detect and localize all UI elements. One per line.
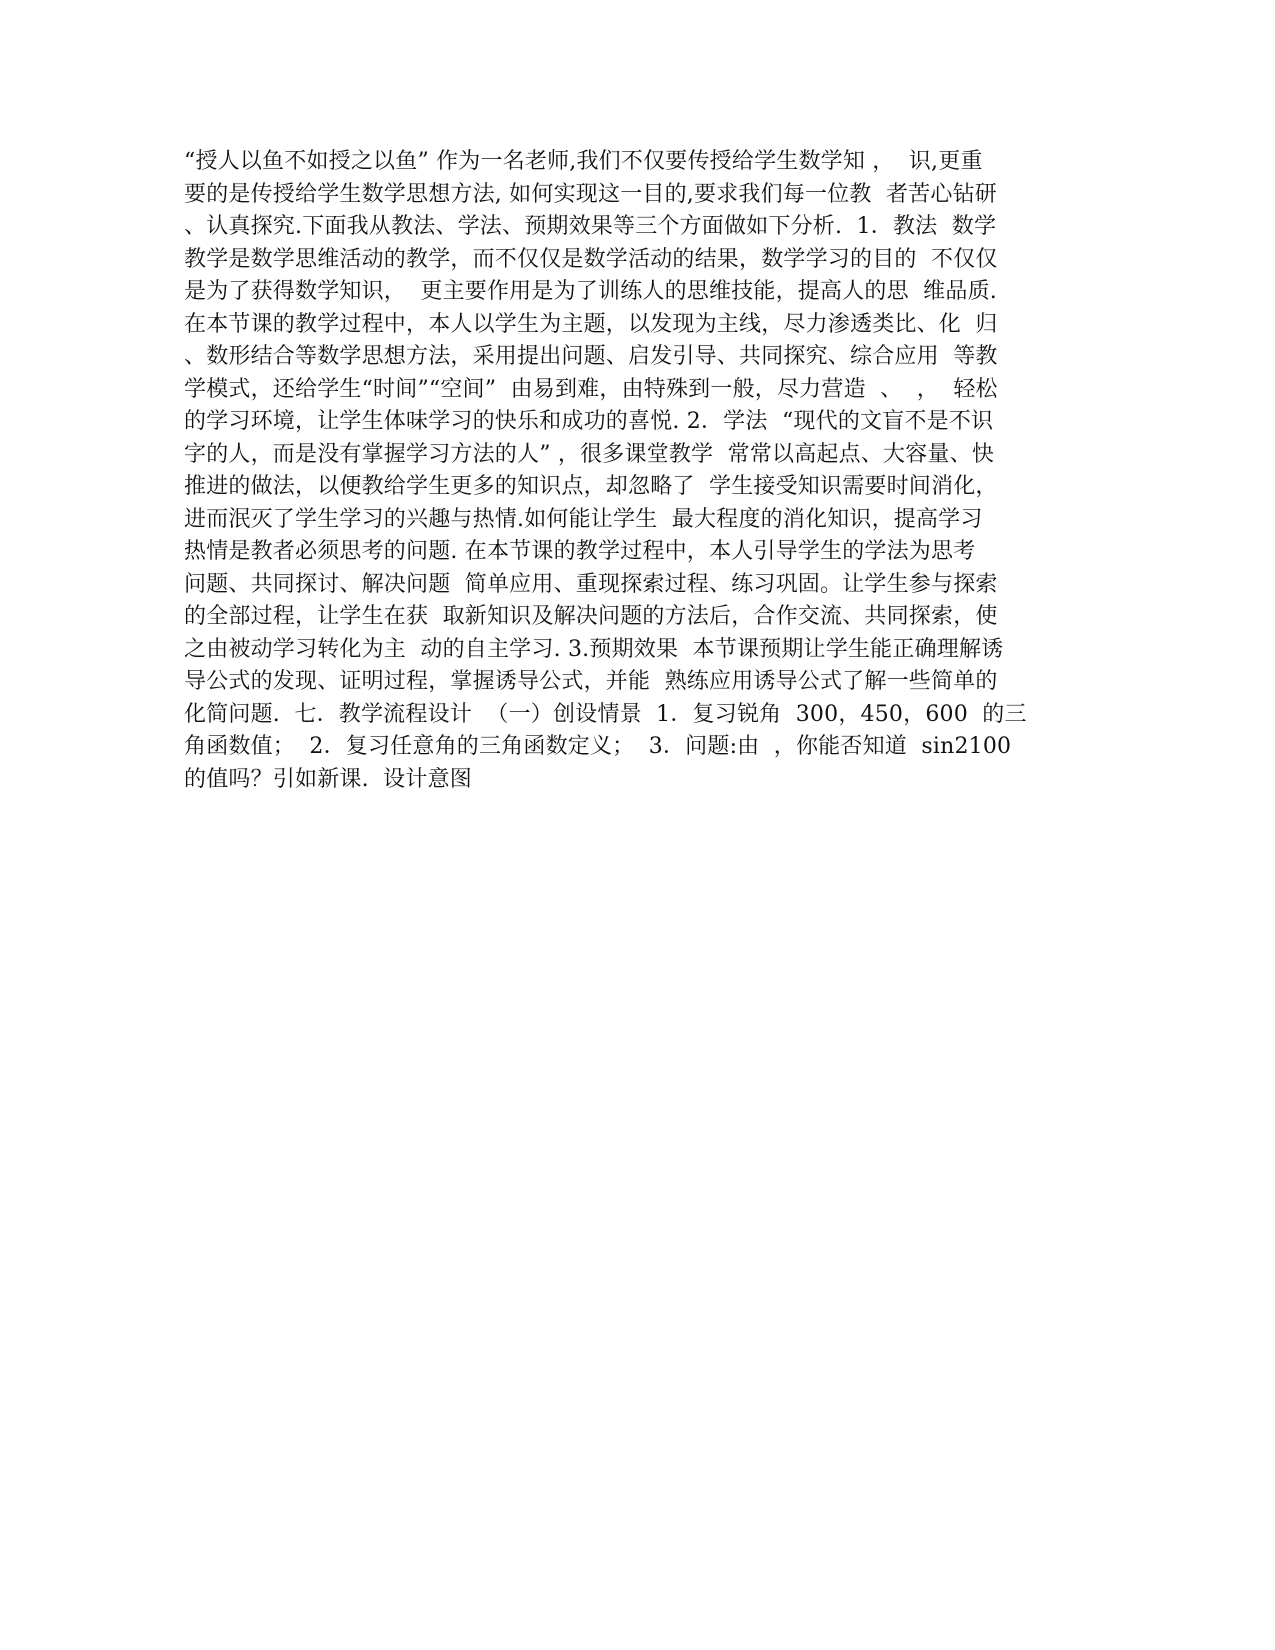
text-line-9: 的学习环境，让学生体味学习的快乐和成功的喜悦. 2．学法 “现代的文盲不是不识 [184,409,994,434]
text-line-17: 导公式的发现、证明过程，掌握诱导公式，并能 熟练应用诱导公式了解一些简单的 [184,669,998,694]
text-line-11: 推进的做法，以便教给学生更多的知识点，却忽略了 学生接受知识需要时间消化， [184,474,998,499]
text-line-13: 热情是教者必须思考的问题. 在本节课的教学过程中，本人引导学生的学法为思考 [184,539,976,564]
text-line-19: 角函数值； 2．复习任意角的三角函数定义； 3．问题:由 ，你能否知道 sin2100 [184,734,1012,759]
text-line-20: 的值吗？引如新课. 设计意图 [184,766,472,792]
text-line-6: 在本节课的教学过程中，本人以学生为主题，以发现为主线，尽力渗透类比、化 归 [184,311,998,337]
body-text [184,146,1064,796]
text-line-16: 之由被动学习转化为主 动的自主学习. 3.预期效果 本节课预期让学生能正确理解诱 [184,636,1004,662]
text-line-7: 、数形结合等数学思想方法，采用提出问题、启发引导、共同探究、综合应用 等教 [184,344,998,369]
text-line-8: 学模式，还给学生“时间”“空间” 由易到难，由特殊到一般，尽力营造 、 ， 轻松 [184,376,998,402]
text-line-10: 字的人，而是没有掌握学习方法的人” ，很多课堂教学 常常以高起点、大容量、快 [184,441,995,467]
text-line-3: 、认真探究.下面我从教法、学法、预期效果等三个方面做如下分析. 1．教法 数学 [184,214,997,239]
text-line-15: 的全部过程，让学生在获 取新知识及解决问题的方法后，合作交流、共同探索，使 [184,604,998,629]
text-line-4: 教学是数学思维活动的教学，而不仅仅是数学活动的结果，数学学习的目的 不仅仅 [184,246,998,272]
text-line-12: 进而泯灭了学生学习的兴趣与热情.如何能让学生 最大程度的消化知识，提高学习 [184,506,983,532]
text-line-18: 化简问题. 七．教学流程设计 （一）创设情景 1．复习锐角 300，450，600 的三 [184,701,1027,727]
text-line-5: 是为了获得数学知识， 更主要作用是为了训练人的思维技能，提高人的思 维品质. [184,279,997,304]
text-line-2: 要的是传授给学生数学思想方法, 如何实现这一目的,要求我们每一位教 者苦心钻研 [184,181,997,207]
text-line-14: 问题、共同探讨、解决问题 简单应用、重现探索过程、练习巩固。让学生参与探索 [184,571,998,597]
text-line-1: “授人以鱼不如授之以鱼” 作为一名老师,我们不仅要传授给学生数学知 ， 识,更重 [184,149,983,174]
